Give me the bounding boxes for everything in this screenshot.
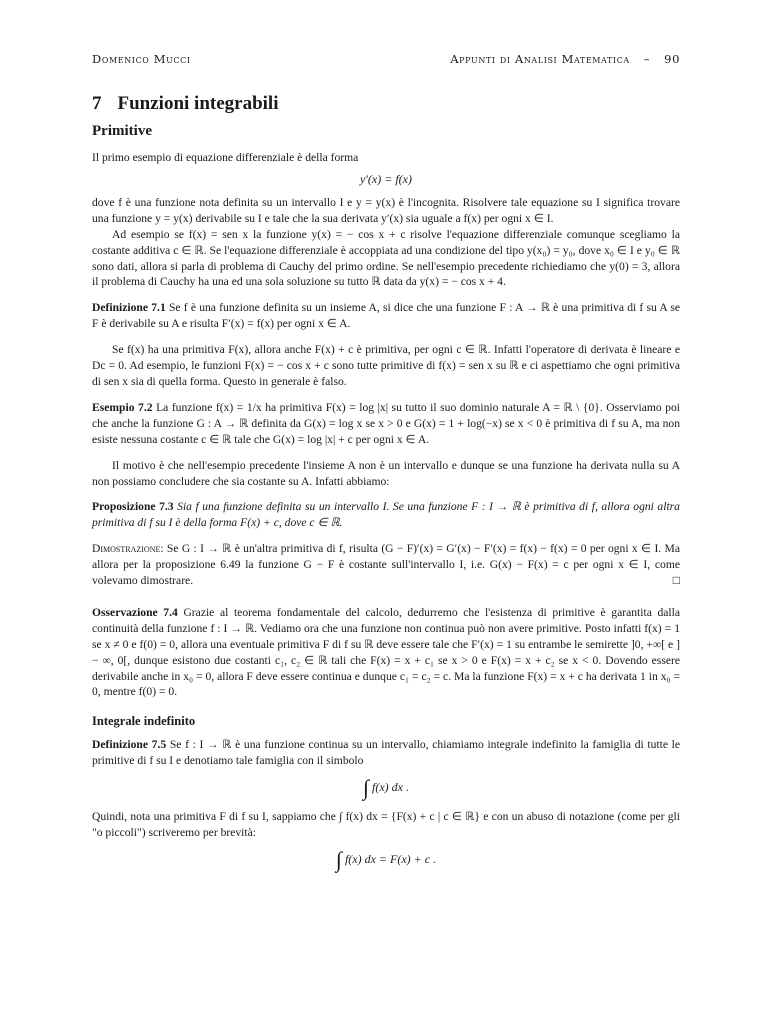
equation-integral-equals-body: f(x) dx = F(x) + c . (344, 851, 437, 866)
paragraph-cauchy: Ad esempio se f(x) = sen x la funzione y(x) = − cos x + c risolve l'equazione differenziale comunque scegliamo la costante additiva c ∈ ℝ. Se l'equazione differenziale è accoppiata ad una condizione del tipo y(x₀) = y₀, dove x₀ ∈ I e y₀ ∈ ℝ sono dati, allora si parla di problema di Cauchy del primo ordine. Se nell'esempio precedente richiediamo che y(0) = 3, allora il problema di Cauchy ha una ed una sola soluzione su tutto ℝ data da y(x) = − cos x + 4. (92, 227, 680, 289)
header-title: Appunti di Analisi Matematica (450, 52, 630, 66)
proof-block (92, 541, 680, 589)
equation-integral-equals (92, 847, 680, 873)
chapter-title: Funzioni integrabili (117, 93, 279, 114)
definition-7-1-text: Se f è una funzione definita su un insieme A, si dice che una funzione F : A → ℝ è una primitiva di f su A se F è derivabile su A e risulta F′(x) = f(x) per ogni x ∈ A. (92, 301, 680, 331)
page-number: 90 (664, 52, 680, 66)
example-7-2-text: La funzione f(x) = 1/x ha primitiva F(x) = log |x| su tutto il suo dominio naturale A = ℝ \ {0}. Osserviamo poi che anche la funzione G : A → ℝ definita da G(x) = log x se x > 0 e G(x) = 1 + log(−x) se x < 0 è primitiva di f su A, ma non esiste nessuna costante c ∈ ℝ tale che G(x) = log |x| + c per ogni x ∈ A. (92, 400, 680, 446)
paragraph-intro: Il primo esempio di equazione differenziale è della forma (92, 151, 359, 164)
chapter-number: 7 (92, 93, 102, 114)
equation-indefinite-integral (92, 775, 680, 801)
running-header (92, 52, 680, 72)
proposition-7-3-text: Sia f una funzione definita su un intervallo I. Se una funzione F : I → ℝ è primitiva di f, allora ogni altra primitiva di f su I è della forma F(x) + c, dove c ∈ ℝ. (92, 500, 680, 530)
example-7-2-label: Esempio 7.2 (92, 400, 153, 414)
proof-label: Dimostrazione: (92, 542, 164, 556)
definition-7-5-text: Se f : I → ℝ è una funzione continua su un intervallo, chiamiamo integrale indefinito la famiglia di tutte le primitive di f su I e denotiamo tale famiglia con il simbolo (92, 738, 680, 768)
equation-ode: y′(x) = f(x) (359, 171, 413, 186)
proof-text: Se G : I → ℝ è un'altra primitiva di f, risulta (G − F)′(x) = G′(x) − F′(x) = f(x) − f(x) = 0 per ogni x ∈ I. Ma allora per la proposizione 6.49 la funzione G − F è costante sull'intervallo I, i.e. G(x) − F(x) = c per ogni x ∈ I, come volevamo dimostrare. (92, 542, 680, 588)
proposition-7-3 (92, 499, 680, 531)
paragraph-primitive-family: Se f(x) ha una primitiva F(x), allora anche F(x) + c è primitiva, per ogni c ∈ ℝ. Infatti l'operatore di derivata è lineare e Dc = 0. Ad esempio, le funzioni F(x) = − cos x + c sono tutte primitive di f(x) = sen x su ℝ e ci aspettiamo che ogni primitiva di sen x sia di quella forma. Questo in generale è falso. (92, 343, 680, 388)
observation-7-4-text: Grazie al teorema fondamentale del calcolo, dedurremo che l'esistenza di primitive è garantita dalla continuità della funzione f : I → ℝ. Vediamo ora che una funzione non continua può non avere primitive. Posto infatti f(x) = 1 se x ≠ 0 e f(0) = 0, allora una eventuale primitiva F di f su ℝ deve essere tale che F′(x) = 1 su entrambe le semirette ]0, +∞[ e ] − ∞, 0[, dunque esistono due costanti c₁, c₂ ∈ ℝ tali che F(x) = x + c₁ se x > 0 e F(x) = x + c₂ se x < 0. Dovendo essere derivabile anche in x₀ = 0, allora F deve essere continua e dunque c₁ = c₂ = c. Ma la funzione F(x) = x + c ha derivata 1 in x₀ = 0, mentre f(0) = 0. (92, 605, 680, 699)
qed-icon: □ (672, 573, 680, 588)
definition-7-5-label: Definizione 7.5 (92, 738, 167, 752)
equation-indefinite-integral-body: f(x) dx . (372, 779, 409, 794)
proposition-7-3-label: Proposizione 7.3 (92, 500, 174, 514)
paragraph-ode-explanation: dove f è una funzione nota definita su un intervallo I e y = y(x) è l'incognita. Risolvere tale equazione su I significa trovare una funzione y = y(x) derivabile su I e tale che la sua derivata y′(x) sia uguale a f(x) per ogni x ∈ I. (92, 195, 680, 225)
document-page (92, 52, 680, 881)
definition-7-1 (92, 300, 680, 332)
header-author: Domenico Mucci (92, 52, 191, 66)
definition-7-1-label: Definizione 7.1 (92, 301, 166, 315)
example-7-2 (92, 400, 680, 448)
paragraph-motivation: Il motivo è che nell'esempio precedente l'insieme A non è un intervallo e dunque se una funzione ha derivata nulla su A non possiamo concludere che sia costante su A. Infatti abbiamo: (92, 458, 680, 488)
header-dash: – (643, 52, 651, 66)
observation-7-4 (92, 605, 680, 700)
integral-sign-icon: ∫ (335, 847, 342, 872)
definition-7-5 (92, 737, 680, 769)
observation-7-4-label: Osservazione 7.4 (92, 605, 178, 619)
section-heading-primitive: Primitive (92, 123, 152, 139)
integral-sign-icon: ∫ (362, 775, 370, 801)
paragraph-notation: Quindi, nota una primitiva F di f su I, sappiamo che ∫ f(x) dx = {F(x) + c | c ∈ ℝ} e con un abuso di notazione (come per gli "o piccoli") scriveremo per brevità: (92, 810, 680, 840)
section-heading-integrale-indefinito: Integrale indefinito (92, 714, 196, 729)
chapter-heading (92, 93, 680, 115)
